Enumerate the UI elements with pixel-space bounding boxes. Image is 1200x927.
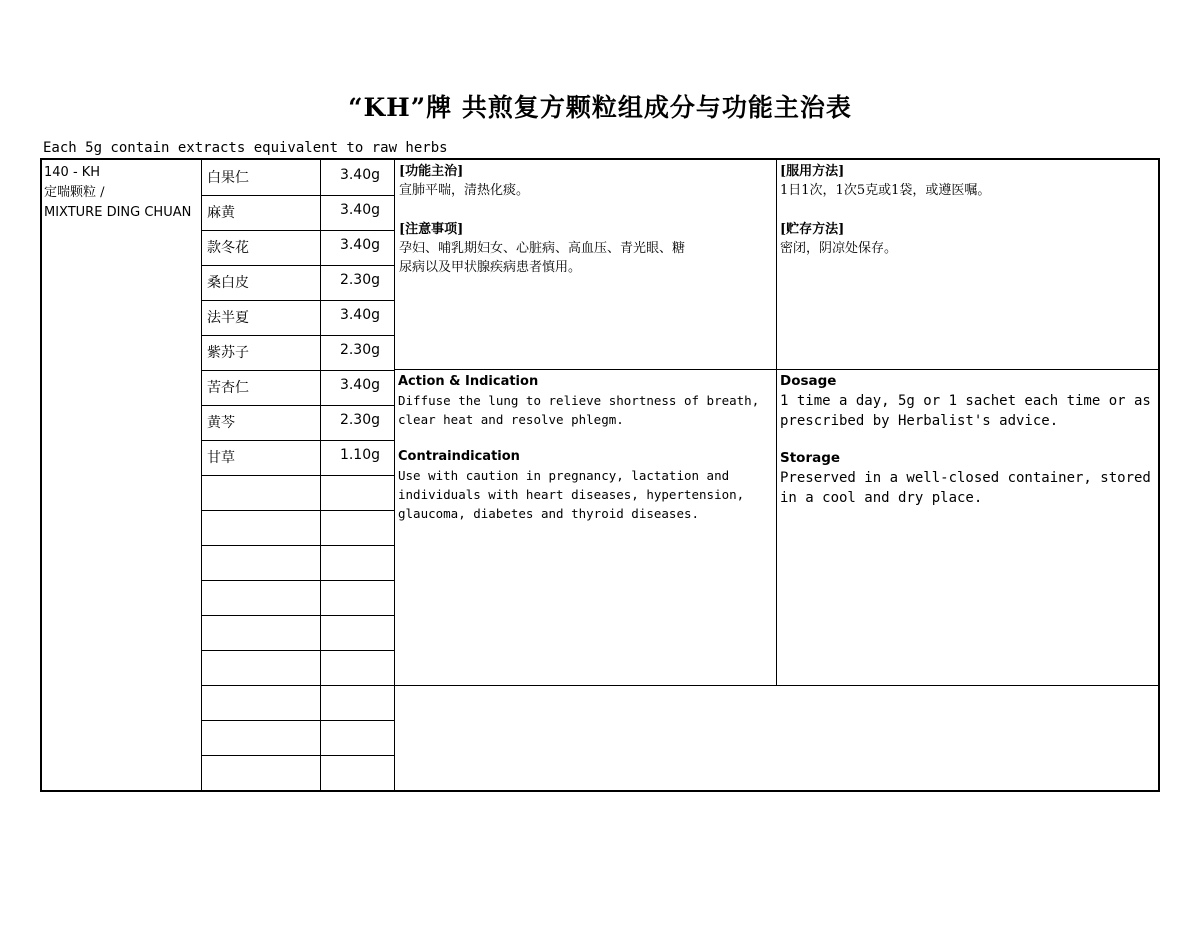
- zh-storage-text: 密闭，阴凉处保存。: [780, 241, 898, 256]
- en-contra-line: individuals with heart diseases, hypertension,: [398, 487, 745, 502]
- document-title: “KH”牌 共煎复方颗粒组成分与功能主治表: [348, 93, 852, 122]
- herb-row: [202, 160, 394, 195]
- herb-row: [202, 475, 394, 510]
- herb-quantity: 2.30g: [339, 272, 380, 288]
- zh-dosage-section: [780, 162, 1155, 258]
- herb-quantity: 3.40g: [339, 167, 380, 183]
- en-dosage-line: 1 time a day, 5g or 1 sachet each time or as: [780, 393, 1151, 409]
- herb-quantity: 2.30g: [339, 412, 380, 428]
- herb-quantity: 3.40g: [339, 237, 380, 253]
- zh-storage-heading: [贮存方法]: [780, 222, 845, 237]
- zh-caution-line: 孕妇、哺乳期妇女、心脏病、高血压、青光眼、糖: [399, 241, 686, 256]
- en-storage-line: in a cool and dry place.: [780, 490, 983, 506]
- herb-name: 白果仁: [207, 170, 249, 186]
- herb-row: [202, 370, 394, 405]
- herb-name: 甘草: [207, 450, 235, 466]
- herb-row: [202, 230, 394, 265]
- herb-row: [202, 580, 394, 615]
- en-dosage-section: [780, 372, 1156, 508]
- herb-name: 法半夏: [207, 310, 249, 326]
- en-storage-line: Preserved in a well-closed container, stored: [780, 470, 1151, 486]
- zh-function-heading: [功能主治]: [399, 164, 464, 179]
- herb-name: 苦杏仁: [207, 380, 249, 396]
- grid-divider: [395, 685, 1158, 686]
- herb-row: [202, 440, 394, 475]
- herb-row: [202, 720, 394, 755]
- herb-name: 紫苏子: [207, 345, 249, 361]
- herb-quantity: 3.40g: [339, 307, 380, 323]
- herb-row: [202, 615, 394, 650]
- document-subtitle: Each 5g contain extracts equivalent to raw herbs: [43, 140, 448, 156]
- en-contra-line: glaucoma, diabetes and thyroid diseases.: [398, 506, 700, 521]
- herb-row: [202, 755, 394, 790]
- herb-row: [202, 300, 394, 335]
- product-code: 140 - KH: [44, 165, 101, 180]
- product-identity: [44, 163, 191, 223]
- herb-row: [202, 510, 394, 545]
- grid-divider: [776, 159, 777, 685]
- herb-quantity: 3.40g: [339, 202, 380, 218]
- herb-quantity: 1.10g: [339, 447, 380, 463]
- en-action-heading: Action & Indication: [398, 374, 539, 389]
- en-contra-heading: Contraindication: [398, 449, 520, 464]
- zh-function-text: 宣肺平喘，清热化痰。: [399, 183, 530, 198]
- zh-caution-line: 尿病以及甲状腺疾病患者慎用。: [399, 260, 582, 275]
- grid-divider: [395, 369, 1158, 370]
- en-storage-heading: Storage: [780, 450, 841, 466]
- en-action-line: clear heat and resolve phlegm.: [398, 412, 624, 427]
- zh-dosage-heading: [服用方法]: [780, 164, 845, 179]
- product-name-zh: 定喘颗粒 /: [44, 185, 105, 200]
- herb-row: [202, 685, 394, 720]
- herb-quantity: 3.40g: [339, 377, 380, 393]
- herb-quantity: 2.30g: [339, 342, 380, 358]
- herb-row: [202, 335, 394, 370]
- grid-divider: [394, 159, 395, 791]
- herb-row: [202, 545, 394, 580]
- herb-row: [202, 265, 394, 300]
- en-dosage-heading: Dosage: [780, 373, 837, 389]
- en-contra-line: Use with caution in pregnancy, lactation and: [398, 468, 730, 483]
- herb-name: 桑白皮: [207, 275, 249, 291]
- herb-row: [202, 195, 394, 230]
- herb-row: [202, 650, 394, 685]
- zh-function-section: [399, 162, 774, 277]
- herb-row: [202, 405, 394, 440]
- en-dosage-line: prescribed by Herbalist's advice.: [780, 413, 1059, 429]
- product-name-en: MIXTURE DING CHUAN: [44, 205, 192, 220]
- zh-dosage-text: 1日1次，1次5克或1袋，或遵医嘱。: [780, 183, 991, 198]
- zh-caution-heading: [注意事项]: [399, 222, 464, 237]
- en-action-line: Diffuse the lung to relieve shortness of breath,: [398, 393, 760, 408]
- herb-name: 黄芩: [207, 415, 235, 431]
- herb-name: 麻黄: [207, 205, 235, 221]
- en-action-section: [398, 372, 774, 523]
- herb-name: 款冬花: [207, 240, 249, 256]
